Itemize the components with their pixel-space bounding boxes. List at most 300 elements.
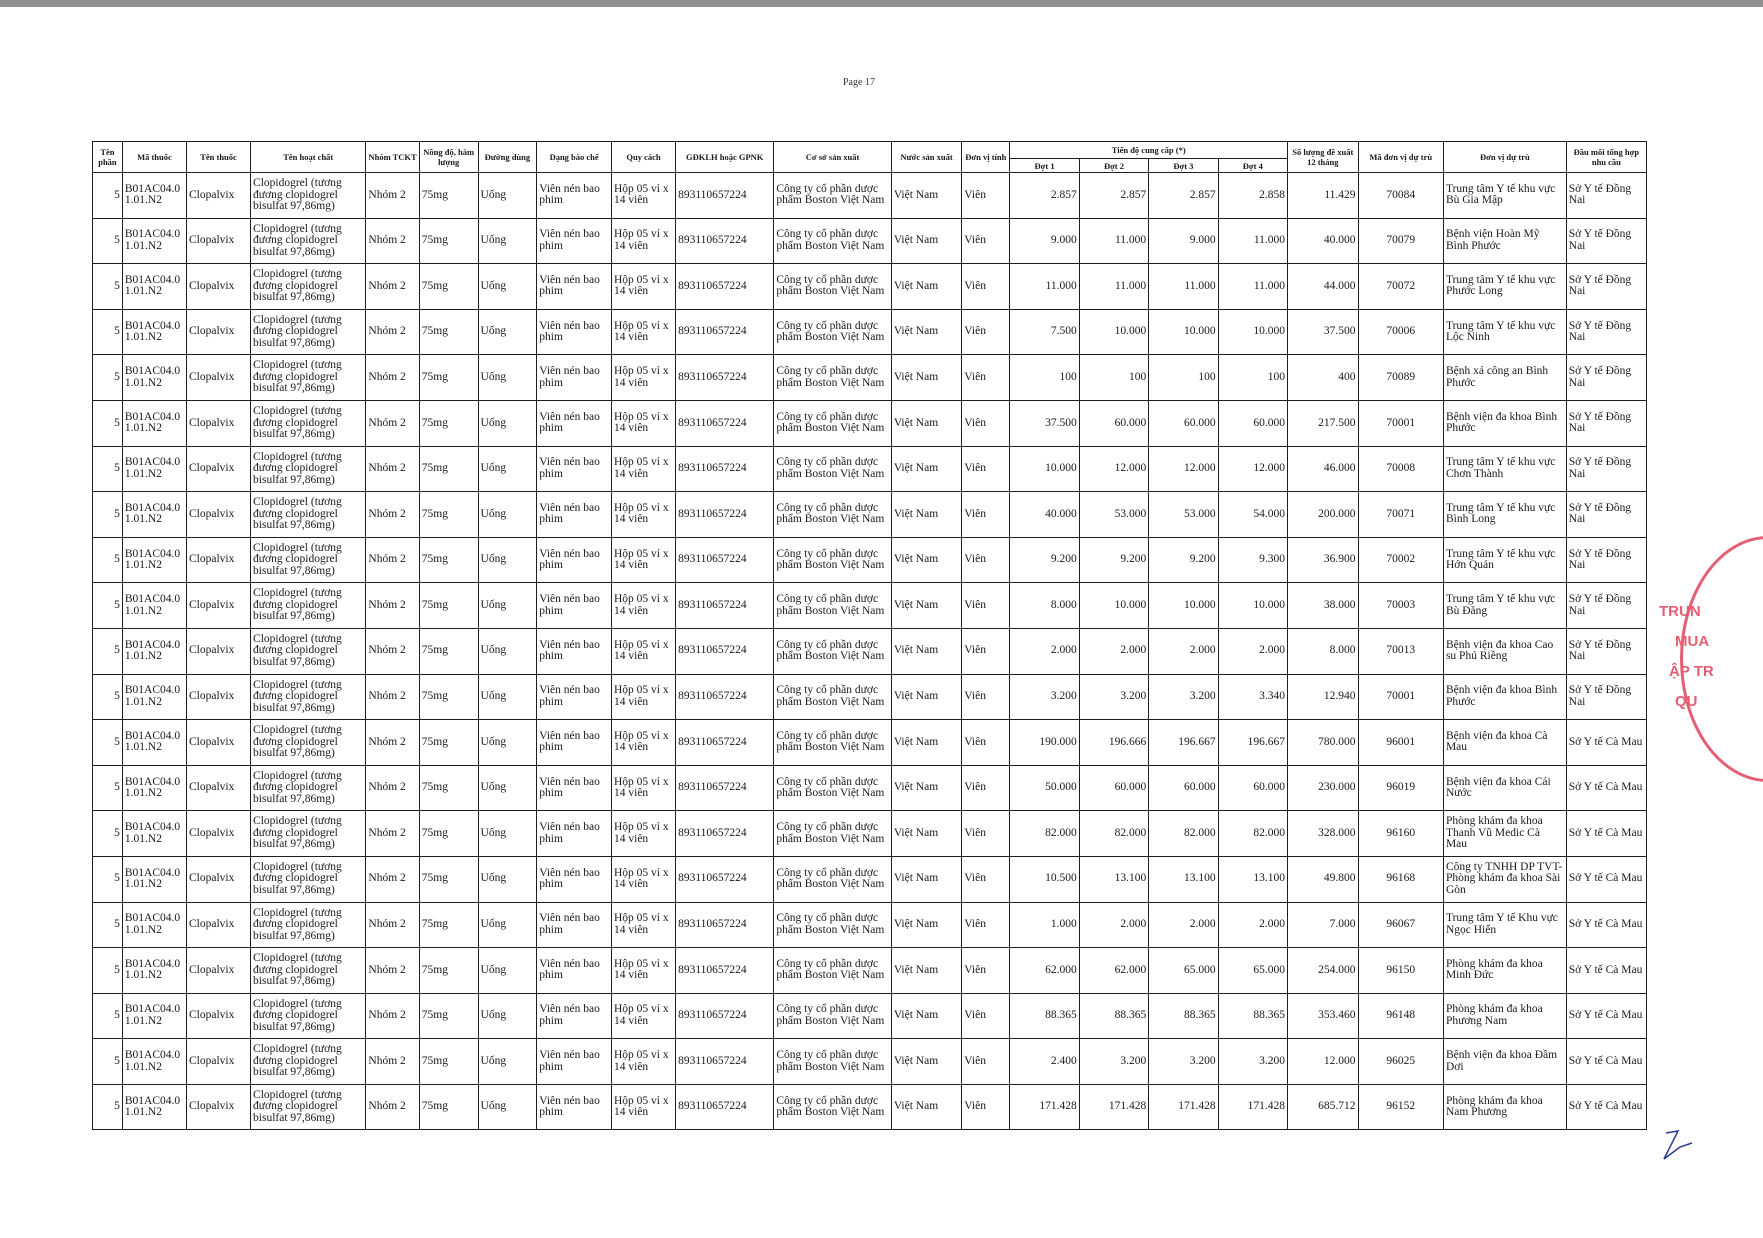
table-row: [93, 264, 1647, 310]
cell-don-vi-tinh: Viên: [962, 218, 1010, 264]
cell-quy-cach: Hộp 05 vỉ x 14 viên: [612, 1039, 676, 1085]
table-row: [93, 993, 1647, 1039]
cell-dot-2: 11.000: [1079, 218, 1148, 264]
table-row: [93, 355, 1647, 401]
cell-so-luong: 12.000: [1288, 1039, 1358, 1085]
cell-nhom: Nhóm 2: [366, 173, 419, 219]
cell-dot-4: 82.000: [1218, 811, 1287, 857]
cell-don-vi-du-tru: Bệnh viện Hoàn Mỹ Bình Phước: [1443, 218, 1566, 264]
cell-nhom: Nhóm 2: [366, 720, 419, 766]
cell-don-vi-du-tru: Trung tâm Y tế khu vực Bù Gia Mập: [1443, 173, 1566, 219]
cell-don-vi-du-tru: Phòng khám đa khoa Thanh Vũ Medic Cà Mau: [1443, 811, 1566, 857]
cell-dot-2: 62.000: [1079, 948, 1148, 994]
cell-ma-thuoc: B01AC04.0 1.01.N2: [122, 218, 186, 264]
cell-duong-dung: Uống: [478, 264, 537, 310]
cell-ma-thuoc: B01AC04.0 1.01.N2: [122, 492, 186, 538]
cell-quy-cach: Hộp 05 vỉ x 14 viên: [612, 492, 676, 538]
cell-co-so-san-xuat: Công ty cổ phần dược phẩm Boston Việt Nam: [774, 765, 891, 811]
cell-dot-4: 2.000: [1218, 902, 1287, 948]
cell-ma-don-vi: 70089: [1358, 355, 1443, 401]
cell-quy-cach: Hộp 05 vỉ x 14 viên: [612, 811, 676, 857]
cell-don-vi-du-tru: Phòng khám đa khoa Nam Phương: [1443, 1084, 1566, 1130]
cell-don-vi-tinh: Viên: [962, 583, 1010, 629]
cell-quy-cach: Hộp 05 vỉ x 14 viên: [612, 948, 676, 994]
cell-ma-don-vi: 70008: [1358, 446, 1443, 492]
cell-nuoc-san-xuat: Việt Nam: [891, 264, 961, 310]
cell-don-vi-du-tru: Trung tâm Y tế khu vực Chơn Thành: [1443, 446, 1566, 492]
cell-ma-thuoc: B01AC04.0 1.01.N2: [122, 856, 186, 902]
cell-dot-3: 60.000: [1149, 400, 1218, 446]
cell-hoat-chat: Clopidogrel (tương đương clopidogrel bisulfat 97,86mg): [251, 1084, 366, 1130]
cell-don-vi-du-tru: Trung tâm Y tế khu vực Bình Long: [1443, 492, 1566, 538]
cell-don-vi-tinh: Viên: [962, 993, 1010, 1039]
cell-don-vi-tinh: Viên: [962, 902, 1010, 948]
cell-dot-2: 2.000: [1079, 628, 1148, 674]
cell-so-luong: 11.429: [1288, 173, 1358, 219]
cell-so-luong: 49.800: [1288, 856, 1358, 902]
cell-dot-3: 2.000: [1149, 902, 1218, 948]
cell-so-luong: 44.000: [1288, 264, 1358, 310]
cell-dang-bao-che: Viên nén bao phim: [537, 218, 612, 264]
signature-mark: [1656, 1125, 1700, 1165]
cell-don-vi-tinh: Viên: [962, 811, 1010, 857]
cell-quy-cach: Hộp 05 vỉ x 14 viên: [612, 309, 676, 355]
cell-dau-moi: Sở Y tế Đồng Nai: [1566, 218, 1646, 264]
cell-don-vi-du-tru: Trung tâm Y tế khu vực Lộc Ninh: [1443, 309, 1566, 355]
cell-nong-do: 75mg: [419, 1084, 478, 1130]
cell-so-luong: 328.000: [1288, 811, 1358, 857]
cell-ma-don-vi: 96160: [1358, 811, 1443, 857]
cell-ma-thuoc: B01AC04.0 1.01.N2: [122, 355, 186, 401]
cell-dot-1: 62.000: [1010, 948, 1079, 994]
cell-nuoc-san-xuat: Việt Nam: [891, 765, 961, 811]
cell-dot-1: 2.857: [1010, 173, 1079, 219]
cell-co-so-san-xuat: Công ty cổ phần dược phẩm Boston Việt Nam: [774, 309, 891, 355]
cell-ma-don-vi: 96152: [1358, 1084, 1443, 1130]
cell-gdklh: 893110657224: [676, 583, 774, 629]
cell-nong-do: 75mg: [419, 537, 478, 583]
cell-gdklh: 893110657224: [676, 1039, 774, 1085]
cell-dot-4: 9.300: [1218, 537, 1287, 583]
cell-don-vi-du-tru: Bệnh viện đa khoa Bình Phước: [1443, 400, 1566, 446]
cell-ten-thuoc: Clopalvix: [186, 264, 250, 310]
cell-nuoc-san-xuat: Việt Nam: [891, 446, 961, 492]
cell-co-so-san-xuat: Công ty cổ phần dược phẩm Boston Việt Nam: [774, 583, 891, 629]
table-row: [93, 1039, 1647, 1085]
cell-so-luong: 36.900: [1288, 537, 1358, 583]
cell-dot-2: 10.000: [1079, 309, 1148, 355]
cell-don-vi-du-tru: Bệnh xá công an Bình Phước: [1443, 355, 1566, 401]
cell-gdklh: 893110657224: [676, 1084, 774, 1130]
table-row: [93, 218, 1647, 264]
cell-dot-4: 196.667: [1218, 720, 1287, 766]
cell-ma-thuoc: B01AC04.0 1.01.N2: [122, 446, 186, 492]
table-row: [93, 674, 1647, 720]
cell-dot-2: 11.000: [1079, 264, 1148, 310]
table-row: [93, 1084, 1647, 1130]
cell-duong-dung: Uống: [478, 628, 537, 674]
cell-don-vi-du-tru: Bệnh viện đa khoa Cà Mau: [1443, 720, 1566, 766]
cell-co-so-san-xuat: Công ty cổ phần dược phẩm Boston Việt Nam: [774, 1084, 891, 1130]
cell-hoat-chat: Clopidogrel (tương đương clopidogrel bisulfat 97,86mg): [251, 856, 366, 902]
cell-nuoc-san-xuat: Việt Nam: [891, 355, 961, 401]
cell-nhom: Nhóm 2: [366, 811, 419, 857]
cell-don-vi-du-tru: Trung tâm Y tế khu vực Hớn Quản: [1443, 537, 1566, 583]
cell-nong-do: 75mg: [419, 173, 478, 219]
cell-nhom: Nhóm 2: [366, 492, 419, 538]
cell-dot-3: 2.000: [1149, 628, 1218, 674]
cell-nong-do: 75mg: [419, 674, 478, 720]
cell-ten-phan: 5: [93, 218, 123, 264]
cell-co-so-san-xuat: Công ty cổ phần dược phẩm Boston Việt Nam: [774, 856, 891, 902]
cell-gdklh: 893110657224: [676, 173, 774, 219]
cell-ten-phan: 5: [93, 948, 123, 994]
cell-hoat-chat: Clopidogrel (tương đương clopidogrel bisulfat 97,86mg): [251, 902, 366, 948]
cell-duong-dung: Uống: [478, 1039, 537, 1085]
cell-gdklh: 893110657224: [676, 309, 774, 355]
cell-dot-3: 53.000: [1149, 492, 1218, 538]
cell-dot-3: 3.200: [1149, 1039, 1218, 1085]
cell-hoat-chat: Clopidogrel (tương đương clopidogrel bisulfat 97,86mg): [251, 537, 366, 583]
cell-dau-moi: Sở Y tế Cà Mau: [1566, 902, 1646, 948]
cell-dot-3: 9.000: [1149, 218, 1218, 264]
header-dau-moi: Đầu mối tổng hợp nhu cầu: [1566, 142, 1646, 173]
header-so-luong: Số lượng đề xuất 12 tháng: [1288, 142, 1358, 173]
cell-dot-3: 2.857: [1149, 173, 1218, 219]
cell-quy-cach: Hộp 05 vỉ x 14 viên: [612, 993, 676, 1039]
cell-ten-phan: 5: [93, 309, 123, 355]
header-hoat-chat: Tên hoạt chất: [251, 142, 366, 173]
cell-don-vi-tinh: Viên: [962, 674, 1010, 720]
cell-quy-cach: Hộp 05 vỉ x 14 viên: [612, 628, 676, 674]
cell-dot-3: 171.428: [1149, 1084, 1218, 1130]
cell-don-vi-du-tru: Phòng khám đa khoa Phương Nam: [1443, 993, 1566, 1039]
cell-ten-thuoc: Clopalvix: [186, 993, 250, 1039]
cell-co-so-san-xuat: Công ty cổ phần dược phẩm Boston Việt Nam: [774, 264, 891, 310]
header-dot-4: Đợt 4: [1218, 159, 1287, 173]
cell-dang-bao-che: Viên nén bao phim: [537, 537, 612, 583]
cell-ma-thuoc: B01AC04.0 1.01.N2: [122, 674, 186, 720]
cell-ma-thuoc: B01AC04.0 1.01.N2: [122, 720, 186, 766]
table-row: [93, 446, 1647, 492]
cell-nong-do: 75mg: [419, 492, 478, 538]
cell-dau-moi: Sở Y tế Cà Mau: [1566, 856, 1646, 902]
cell-so-luong: 217.500: [1288, 400, 1358, 446]
cell-ten-phan: 5: [93, 355, 123, 401]
cell-ma-thuoc: B01AC04.0 1.01.N2: [122, 765, 186, 811]
cell-duong-dung: Uống: [478, 948, 537, 994]
cell-dau-moi: Sở Y tế Đồng Nai: [1566, 674, 1646, 720]
cell-nong-do: 75mg: [419, 720, 478, 766]
cell-dot-1: 3.200: [1010, 674, 1079, 720]
cell-hoat-chat: Clopidogrel (tương đương clopidogrel bisulfat 97,86mg): [251, 492, 366, 538]
cell-so-luong: 254.000: [1288, 948, 1358, 994]
cell-co-so-san-xuat: Công ty cổ phần dược phẩm Boston Việt Nam: [774, 720, 891, 766]
cell-dot-2: 60.000: [1079, 765, 1148, 811]
cell-dau-moi: Sở Y tế Đồng Nai: [1566, 492, 1646, 538]
cell-nuoc-san-xuat: Việt Nam: [891, 993, 961, 1039]
cell-dot-1: 88.365: [1010, 993, 1079, 1039]
cell-nhom: Nhóm 2: [366, 537, 419, 583]
cell-ma-don-vi: 96001: [1358, 720, 1443, 766]
red-seal-stamp: [1659, 536, 1763, 782]
cell-ma-thuoc: B01AC04.0 1.01.N2: [122, 993, 186, 1039]
cell-dot-1: 37.500: [1010, 400, 1079, 446]
cell-don-vi-tinh: Viên: [962, 1039, 1010, 1085]
cell-hoat-chat: Clopidogrel (tương đương clopidogrel bisulfat 97,86mg): [251, 765, 366, 811]
cell-don-vi-tinh: Viên: [962, 446, 1010, 492]
cell-co-so-san-xuat: Công ty cổ phần dược phẩm Boston Việt Nam: [774, 355, 891, 401]
cell-ten-phan: 5: [93, 492, 123, 538]
cell-ten-thuoc: Clopalvix: [186, 400, 250, 446]
cell-ten-phan: 5: [93, 1084, 123, 1130]
cell-nong-do: 75mg: [419, 218, 478, 264]
cell-nong-do: 75mg: [419, 856, 478, 902]
table-row: [93, 856, 1647, 902]
cell-nhom: Nhóm 2: [366, 1039, 419, 1085]
cell-ten-phan: 5: [93, 993, 123, 1039]
cell-don-vi-du-tru: Bệnh viện đa khoa Cái Nước: [1443, 765, 1566, 811]
stamp-text: TRUN: [1659, 603, 1701, 620]
cell-nuoc-san-xuat: Việt Nam: [891, 856, 961, 902]
cell-gdklh: 893110657224: [676, 948, 774, 994]
cell-dot-3: 10.000: [1149, 583, 1218, 629]
cell-ma-thuoc: B01AC04.0 1.01.N2: [122, 264, 186, 310]
cell-co-so-san-xuat: Công ty cổ phần dược phẩm Boston Việt Nam: [774, 811, 891, 857]
cell-quy-cach: Hộp 05 vỉ x 14 viên: [612, 264, 676, 310]
cell-dot-4: 2.000: [1218, 628, 1287, 674]
cell-dot-3: 60.000: [1149, 765, 1218, 811]
cell-co-so-san-xuat: Công ty cổ phần dược phẩm Boston Việt Nam: [774, 674, 891, 720]
cell-quy-cach: Hộp 05 vỉ x 14 viên: [612, 1084, 676, 1130]
stamp-text: QU: [1675, 693, 1698, 710]
cell-so-luong: 780.000: [1288, 720, 1358, 766]
cell-dang-bao-che: Viên nén bao phim: [537, 173, 612, 219]
cell-ma-thuoc: B01AC04.0 1.01.N2: [122, 309, 186, 355]
cell-hoat-chat: Clopidogrel (tương đương clopidogrel bisulfat 97,86mg): [251, 355, 366, 401]
cell-nhom: Nhóm 2: [366, 765, 419, 811]
cell-ten-phan: 5: [93, 1039, 123, 1085]
cell-dot-1: 50.000: [1010, 765, 1079, 811]
cell-gdklh: 893110657224: [676, 674, 774, 720]
cell-don-vi-tinh: Viên: [962, 264, 1010, 310]
cell-ten-thuoc: Clopalvix: [186, 492, 250, 538]
scan-top-edge: [0, 0, 1763, 7]
cell-don-vi-tinh: Viên: [962, 537, 1010, 583]
cell-dau-moi: Sở Y tế Đồng Nai: [1566, 400, 1646, 446]
cell-nong-do: 75mg: [419, 309, 478, 355]
cell-dot-2: 2.000: [1079, 902, 1148, 948]
cell-dot-3: 65.000: [1149, 948, 1218, 994]
cell-hoat-chat: Clopidogrel (tương đương clopidogrel bisulfat 97,86mg): [251, 264, 366, 310]
cell-nhom: Nhóm 2: [366, 400, 419, 446]
table-container: [92, 141, 1647, 1130]
cell-ma-don-vi: 70013: [1358, 628, 1443, 674]
cell-quy-cach: Hộp 05 vỉ x 14 viên: [612, 355, 676, 401]
cell-hoat-chat: Clopidogrel (tương đương clopidogrel bisulfat 97,86mg): [251, 583, 366, 629]
cell-so-luong: 685.712: [1288, 1084, 1358, 1130]
cell-ten-phan: 5: [93, 765, 123, 811]
cell-nuoc-san-xuat: Việt Nam: [891, 492, 961, 538]
cell-dot-3: 11.000: [1149, 264, 1218, 310]
cell-gdklh: 893110657224: [676, 264, 774, 310]
cell-dot-1: 10.500: [1010, 856, 1079, 902]
table-row: [93, 583, 1647, 629]
cell-gdklh: 893110657224: [676, 446, 774, 492]
cell-nuoc-san-xuat: Việt Nam: [891, 902, 961, 948]
cell-hoat-chat: Clopidogrel (tương đương clopidogrel bisulfat 97,86mg): [251, 309, 366, 355]
cell-dot-3: 12.000: [1149, 446, 1218, 492]
cell-dot-2: 88.365: [1079, 993, 1148, 1039]
cell-dang-bao-che: Viên nén bao phim: [537, 674, 612, 720]
cell-duong-dung: Uống: [478, 400, 537, 446]
cell-so-luong: 37.500: [1288, 309, 1358, 355]
cell-gdklh: 893110657224: [676, 492, 774, 538]
table-row: [93, 537, 1647, 583]
cell-dang-bao-che: Viên nén bao phim: [537, 309, 612, 355]
cell-dot-4: 54.000: [1218, 492, 1287, 538]
cell-dau-moi: Sở Y tế Đồng Nai: [1566, 537, 1646, 583]
cell-ma-don-vi: 96168: [1358, 856, 1443, 902]
cell-nhom: Nhóm 2: [366, 948, 419, 994]
cell-don-vi-tinh: Viên: [962, 948, 1010, 994]
cell-dang-bao-che: Viên nén bao phim: [537, 993, 612, 1039]
cell-ten-thuoc: Clopalvix: [186, 765, 250, 811]
cell-nhom: Nhóm 2: [366, 856, 419, 902]
cell-dot-4: 60.000: [1218, 400, 1287, 446]
cell-dau-moi: Sở Y tế Cà Mau: [1566, 993, 1646, 1039]
cell-ma-don-vi: 70072: [1358, 264, 1443, 310]
cell-hoat-chat: Clopidogrel (tương đương clopidogrel bisulfat 97,86mg): [251, 173, 366, 219]
cell-ten-thuoc: Clopalvix: [186, 537, 250, 583]
cell-hoat-chat: Clopidogrel (tương đương clopidogrel bisulfat 97,86mg): [251, 674, 366, 720]
cell-dot-4: 3.200: [1218, 1039, 1287, 1085]
cell-nuoc-san-xuat: Việt Nam: [891, 674, 961, 720]
header-ma-don-vi: Mã đơn vị dự trù: [1358, 142, 1443, 173]
cell-hoat-chat: Clopidogrel (tương đương clopidogrel bisulfat 97,86mg): [251, 218, 366, 264]
cell-don-vi-du-tru: Phòng khám đa khoa Minh Đức: [1443, 948, 1566, 994]
cell-ten-phan: 5: [93, 583, 123, 629]
cell-nuoc-san-xuat: Việt Nam: [891, 811, 961, 857]
cell-dot-2: 13.100: [1079, 856, 1148, 902]
cell-nhom: Nhóm 2: [366, 674, 419, 720]
header-don-vi-du-tru: Đơn vị dự trù: [1443, 142, 1566, 173]
cell-co-so-san-xuat: Công ty cổ phần dược phẩm Boston Việt Nam: [774, 902, 891, 948]
cell-dang-bao-che: Viên nén bao phim: [537, 400, 612, 446]
cell-don-vi-du-tru: Bệnh viện đa khoa Cao su Phú Riềng: [1443, 628, 1566, 674]
cell-ma-don-vi: 96019: [1358, 765, 1443, 811]
cell-nhom: Nhóm 2: [366, 264, 419, 310]
cell-quy-cach: Hộp 05 vỉ x 14 viên: [612, 674, 676, 720]
cell-nong-do: 75mg: [419, 446, 478, 492]
cell-quy-cach: Hộp 05 vỉ x 14 viên: [612, 856, 676, 902]
cell-co-so-san-xuat: Công ty cổ phần dược phẩm Boston Việt Nam: [774, 173, 891, 219]
cell-dot-1: 10.000: [1010, 446, 1079, 492]
cell-ma-don-vi: 70079: [1358, 218, 1443, 264]
cell-nhom: Nhóm 2: [366, 902, 419, 948]
cell-dot-4: 60.000: [1218, 765, 1287, 811]
cell-dau-moi: Sở Y tế Đồng Nai: [1566, 628, 1646, 674]
cell-so-luong: 38.000: [1288, 583, 1358, 629]
cell-nong-do: 75mg: [419, 993, 478, 1039]
cell-dang-bao-che: Viên nén bao phim: [537, 355, 612, 401]
cell-dot-3: 82.000: [1149, 811, 1218, 857]
cell-duong-dung: Uống: [478, 902, 537, 948]
cell-don-vi-du-tru: Trung tâm Y tế khu vực Phước Long: [1443, 264, 1566, 310]
cell-ten-thuoc: Clopalvix: [186, 720, 250, 766]
cell-dot-2: 2.857: [1079, 173, 1148, 219]
cell-dang-bao-che: Viên nén bao phim: [537, 628, 612, 674]
header-nhom: Nhóm TCKT: [366, 142, 419, 173]
cell-dang-bao-che: Viên nén bao phim: [537, 264, 612, 310]
cell-dot-1: 7.500: [1010, 309, 1079, 355]
cell-quy-cach: Hộp 05 vỉ x 14 viên: [612, 583, 676, 629]
cell-dot-2: 9.200: [1079, 537, 1148, 583]
cell-ten-thuoc: Clopalvix: [186, 1084, 250, 1130]
cell-dot-1: 100: [1010, 355, 1079, 401]
cell-so-luong: 40.000: [1288, 218, 1358, 264]
cell-hoat-chat: Clopidogrel (tương đương clopidogrel bisulfat 97,86mg): [251, 993, 366, 1039]
cell-dot-4: 13.100: [1218, 856, 1287, 902]
cell-so-luong: 230.000: [1288, 765, 1358, 811]
cell-dot-2: 10.000: [1079, 583, 1148, 629]
cell-dot-1: 8.000: [1010, 583, 1079, 629]
cell-dang-bao-che: Viên nén bao phim: [537, 446, 612, 492]
cell-nong-do: 75mg: [419, 628, 478, 674]
cell-quy-cach: Hộp 05 vỉ x 14 viên: [612, 720, 676, 766]
cell-don-vi-tinh: Viên: [962, 173, 1010, 219]
cell-co-so-san-xuat: Công ty cổ phần dược phẩm Boston Việt Nam: [774, 400, 891, 446]
cell-dot-4: 65.000: [1218, 948, 1287, 994]
cell-dau-moi: Sở Y tế Đồng Nai: [1566, 355, 1646, 401]
cell-duong-dung: Uống: [478, 355, 537, 401]
cell-ma-thuoc: B01AC04.0 1.01.N2: [122, 400, 186, 446]
cell-hoat-chat: Clopidogrel (tương đương clopidogrel bisulfat 97,86mg): [251, 720, 366, 766]
cell-hoat-chat: Clopidogrel (tương đương clopidogrel bisulfat 97,86mg): [251, 446, 366, 492]
table-row: [93, 173, 1647, 219]
cell-don-vi-tinh: Viên: [962, 355, 1010, 401]
cell-dau-moi: Sở Y tế Cà Mau: [1566, 811, 1646, 857]
cell-ten-thuoc: Clopalvix: [186, 856, 250, 902]
cell-dot-4: 171.428: [1218, 1084, 1287, 1130]
cell-duong-dung: Uống: [478, 309, 537, 355]
cell-dau-moi: Sở Y tế Cà Mau: [1566, 720, 1646, 766]
cell-don-vi-tinh: Viên: [962, 628, 1010, 674]
cell-dot-4: 11.000: [1218, 218, 1287, 264]
cell-dang-bao-che: Viên nén bao phim: [537, 948, 612, 994]
cell-gdklh: 893110657224: [676, 355, 774, 401]
header-dot-2: Đợt 2: [1079, 159, 1148, 173]
cell-dot-3: 13.100: [1149, 856, 1218, 902]
cell-nuoc-san-xuat: Việt Nam: [891, 1039, 961, 1085]
cell-ma-don-vi: 96148: [1358, 993, 1443, 1039]
cell-dang-bao-che: Viên nén bao phim: [537, 1084, 612, 1130]
cell-co-so-san-xuat: Công ty cổ phần dược phẩm Boston Việt Nam: [774, 492, 891, 538]
cell-so-luong: 200.000: [1288, 492, 1358, 538]
cell-quy-cach: Hộp 05 vỉ x 14 viên: [612, 218, 676, 264]
cell-ma-don-vi: 70002: [1358, 537, 1443, 583]
cell-dang-bao-che: Viên nén bao phim: [537, 811, 612, 857]
cell-ten-thuoc: Clopalvix: [186, 355, 250, 401]
cell-duong-dung: Uống: [478, 1084, 537, 1130]
cell-nhom: Nhóm 2: [366, 446, 419, 492]
cell-dot-1: 2.400: [1010, 1039, 1079, 1085]
table-row: [93, 492, 1647, 538]
cell-nong-do: 75mg: [419, 400, 478, 446]
cell-dang-bao-che: Viên nén bao phim: [537, 1039, 612, 1085]
cell-ma-thuoc: B01AC04.0 1.01.N2: [122, 583, 186, 629]
header-nuoc-san-xuat: Nước sản xuất: [891, 142, 961, 173]
